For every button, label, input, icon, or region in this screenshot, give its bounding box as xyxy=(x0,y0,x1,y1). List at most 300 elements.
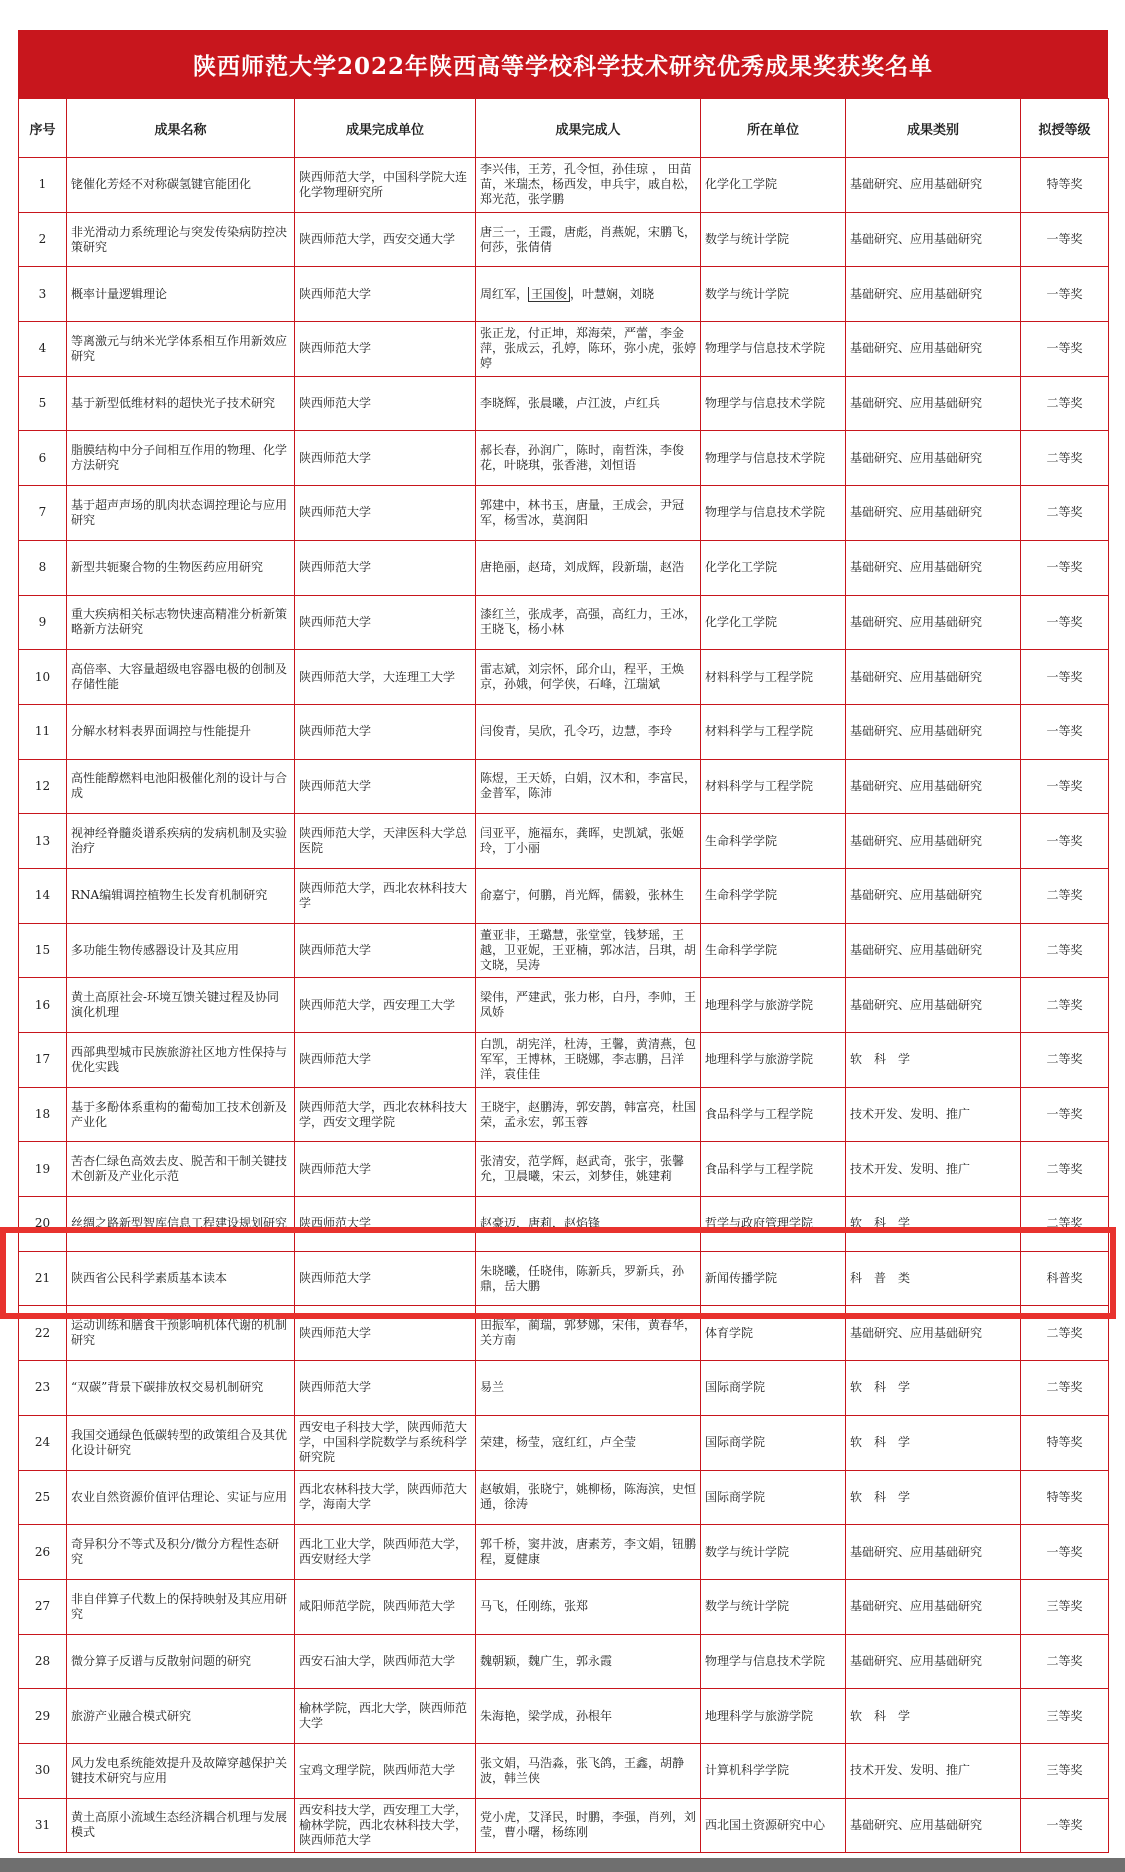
row-number-cell-text: 19 xyxy=(34,1161,51,1176)
people-cell xyxy=(476,1197,701,1252)
completing-unit-cell-text: 咸阳师范学院，陕西师范大学 xyxy=(299,1599,456,1614)
table-row xyxy=(19,1306,1109,1361)
category-cell xyxy=(846,431,1021,486)
category-cell xyxy=(846,1033,1021,1088)
completing-unit-cell-text: 陕西师范大学 xyxy=(299,341,372,356)
grade-cell xyxy=(1021,978,1109,1033)
category-cell-text: 基础研究、应用基础研究 xyxy=(850,724,983,739)
grade-cell xyxy=(1021,704,1109,759)
people-cell-text: 赵豪迈，唐莉，赵焰锋 xyxy=(480,1216,601,1231)
people-cell xyxy=(476,1142,701,1197)
grade-cell xyxy=(1021,1197,1109,1252)
grade-cell-text: 一等奖 xyxy=(1046,614,1083,629)
row-number-cell xyxy=(19,212,67,267)
category-cell xyxy=(846,923,1021,978)
grade-cell-text: 一等奖 xyxy=(1046,232,1083,247)
achievement-name-cell xyxy=(67,1415,295,1470)
department-cell xyxy=(701,267,846,322)
people-cell xyxy=(476,1743,701,1798)
row-number-cell-text: 22 xyxy=(34,1325,51,1340)
row-number-cell xyxy=(19,1087,67,1142)
completing-unit-cell-text: 陕西师范大学 xyxy=(299,1325,372,1340)
row-number-cell xyxy=(19,814,67,869)
achievement-name-cell xyxy=(67,1033,295,1088)
row-number-cell-text: 18 xyxy=(34,1107,51,1122)
completing-unit-cell-text: 陕西师范大学 xyxy=(299,286,372,301)
people-cell xyxy=(476,212,701,267)
department-cell xyxy=(701,486,846,541)
category-cell-text: 基础研究、应用基础研究 xyxy=(850,396,983,411)
department-cell xyxy=(701,978,846,1033)
completing-unit-cell-text: 西北工业大学，陕西师范大学，西安财经大学 xyxy=(299,1537,468,1567)
grade-cell-text: 二等奖 xyxy=(1046,505,1083,520)
table-row xyxy=(19,1033,1109,1088)
completing-unit-cell xyxy=(295,1361,476,1416)
department-cell xyxy=(701,1470,846,1525)
department-cell xyxy=(701,704,846,759)
table-row xyxy=(19,704,1109,759)
row-number-cell xyxy=(19,1415,67,1470)
department-cell-text: 食品科学与工程学院 xyxy=(705,1107,814,1122)
achievement-name-cell-text: 农业自然资源价值评估理论、实证与应用 xyxy=(71,1489,288,1504)
row-number-cell xyxy=(19,978,67,1033)
completing-unit-cell xyxy=(295,1415,476,1470)
achievement-name-cell xyxy=(67,868,295,923)
table-row xyxy=(19,1743,1109,1798)
people-cell xyxy=(476,431,701,486)
table-row xyxy=(19,759,1109,814)
achievement-name-cell-text: 基于超声声场的肌肉状态调控理论与应用研究 xyxy=(71,497,288,527)
people-cell-text: 赵敏娟，张晓宁，姚柳杨，陈海滨，史恒通，徐涛 xyxy=(480,1482,696,1512)
people-cell xyxy=(476,1087,701,1142)
completing-unit-cell-text: 陕西师范大学 xyxy=(299,724,372,739)
achievement-name-cell xyxy=(67,1306,295,1361)
row-number-cell xyxy=(19,1142,67,1197)
completing-unit-cell xyxy=(295,978,476,1033)
completing-unit-cell-text: 宝鸡文理学院，陕西师范大学 xyxy=(299,1763,456,1778)
department-cell xyxy=(701,923,846,978)
department-cell-text: 计算机科学学院 xyxy=(705,1763,790,1778)
department-cell xyxy=(701,540,846,595)
achievement-name-cell-text: 丝绸之路新型智库信息工程建设规划研究 xyxy=(71,1216,288,1231)
achievement-name-cell xyxy=(67,1470,295,1525)
category-cell xyxy=(846,1689,1021,1744)
department-cell-text: 化学化工学院 xyxy=(705,560,778,575)
row-number-cell xyxy=(19,1361,67,1416)
achievement-name-cell xyxy=(67,595,295,650)
completing-unit-cell-text: 陕西师范大学 xyxy=(299,396,372,411)
completing-unit-cell xyxy=(295,1579,476,1634)
people-cell-text: 荣建，杨莹，寇红红，卢全莹 xyxy=(480,1435,637,1450)
grade-cell xyxy=(1021,868,1109,923)
people-cell xyxy=(476,595,701,650)
row-number-cell-text: 6 xyxy=(38,450,47,465)
completing-unit-cell xyxy=(295,540,476,595)
row-number-cell-text: 1 xyxy=(38,177,47,192)
people-cell xyxy=(476,704,701,759)
achievement-name-cell-text: 微分算子反谱与反散射问题的研究 xyxy=(71,1653,252,1668)
people-cell-text: 闫亚平，施福东，龚晖，史凯斌，张姬玲，丁小丽 xyxy=(480,826,685,856)
department-cell xyxy=(701,1689,846,1744)
category-cell-text: 基础研究、应用基础研究 xyxy=(850,833,983,848)
grade-cell-text: 三等奖 xyxy=(1046,1708,1083,1723)
completing-unit-cell-text: 西安电子科技大学，陕西师范大学，中国科学院数学与系统科学研究院 xyxy=(299,1420,468,1465)
department-cell-text: 生命科学学院 xyxy=(705,833,778,848)
completing-unit-cell xyxy=(295,486,476,541)
people-cell-text: 朱晓曦，任晓伟，陈新兵，罗新兵，孙鼎，岳大鹏 xyxy=(480,1263,685,1293)
completing-unit-cell-text: 西安科技大学，西安理工大学，榆林学院，西北农林科技大学，陕西师范大学 xyxy=(299,1802,468,1847)
people-cell xyxy=(476,650,701,705)
category-cell xyxy=(846,1415,1021,1470)
completing-unit-cell xyxy=(295,704,476,759)
row-number-cell xyxy=(19,650,67,705)
achievement-name-cell xyxy=(67,267,295,322)
grade-cell xyxy=(1021,814,1109,869)
completing-unit-cell xyxy=(295,1798,476,1853)
category-cell-text: 软 科 学 xyxy=(850,1708,911,1723)
category-cell xyxy=(846,540,1021,595)
department-cell-text: 数学与统计学院 xyxy=(705,1544,790,1559)
achievement-name-cell xyxy=(67,814,295,869)
people-cell-text: 党小虎，艾泽民，时鹏，李强，肖列，刘莹，曹小曙，杨练刚 xyxy=(480,1810,696,1840)
table-row xyxy=(19,212,1109,267)
department-cell-text: 物理学与信息技术学院 xyxy=(705,505,826,520)
category-cell xyxy=(846,376,1021,431)
grade-cell xyxy=(1021,322,1109,377)
achievement-name-cell xyxy=(67,1087,295,1142)
category-cell-text: 技术开发、发明、推广 xyxy=(850,1107,971,1122)
category-cell-text: 基础研究、应用基础研究 xyxy=(850,942,983,957)
completing-unit-cell-text: 陕西师范大学 xyxy=(299,942,372,957)
department-cell xyxy=(701,376,846,431)
people-cell xyxy=(476,1579,701,1634)
category-cell xyxy=(846,1306,1021,1361)
department-cell-text: 食品科学与工程学院 xyxy=(705,1161,814,1176)
department-cell xyxy=(701,1306,846,1361)
achievement-name-cell xyxy=(67,540,295,595)
grade-cell-text: 二等奖 xyxy=(1046,1161,1083,1176)
department-cell xyxy=(701,1415,846,1470)
achievement-name-cell-text: 运动训练和膳食干预影响机体代谢的机制研究 xyxy=(71,1318,288,1348)
category-cell-text: 科 普 类 xyxy=(850,1271,911,1286)
grade-cell-text: 一等奖 xyxy=(1046,1817,1083,1832)
department-cell xyxy=(701,1525,846,1580)
completing-unit-cell-text: 陕西师范大学 xyxy=(299,1216,372,1231)
row-number-cell-text: 16 xyxy=(34,997,51,1012)
grade-cell-text: 特等奖 xyxy=(1046,1435,1083,1450)
table-row xyxy=(19,158,1109,213)
grade-cell xyxy=(1021,1579,1109,1634)
table-row xyxy=(19,1087,1109,1142)
people-cell-text: 梁伟，严建武，张力彬，白丹，李帅，王凤娇 xyxy=(480,990,696,1020)
people-cell-text: 郭千桥，窦井波，唐素芳，李文娟，钮鹏程，夏健康 xyxy=(480,1537,696,1567)
row-number-cell-text: 23 xyxy=(34,1380,51,1395)
category-cell-text: 基础研究、应用基础研究 xyxy=(850,560,983,575)
grade-cell-text: 科普奖 xyxy=(1046,1271,1083,1286)
completing-unit-cell-text: 陕西师范大学 xyxy=(299,505,372,520)
row-number-cell-text: 8 xyxy=(38,560,47,575)
achievement-name-cell-text: 西部典型城市民族旅游社区地方性保持与优化实践 xyxy=(71,1044,288,1074)
grade-cell-text: 二等奖 xyxy=(1046,942,1083,957)
column-header-unit: 成果完成单位 xyxy=(295,99,476,158)
table-row xyxy=(19,267,1109,322)
achievement-name-cell-text: 基于新型低维材料的超快光子技术研究 xyxy=(71,396,276,411)
row-number-cell xyxy=(19,540,67,595)
grade-cell-text: 二等奖 xyxy=(1046,997,1083,1012)
grade-cell xyxy=(1021,595,1109,650)
achievement-name-cell xyxy=(67,650,295,705)
category-cell-text: 软 科 学 xyxy=(850,1052,911,1067)
department-cell-text: 化学化工学院 xyxy=(705,614,778,629)
grade-cell xyxy=(1021,376,1109,431)
achievement-name-cell xyxy=(67,376,295,431)
completing-unit-cell-text: 陕西师范大学，天津医科大学总医院 xyxy=(299,826,468,856)
category-cell-text: 软 科 学 xyxy=(850,1216,911,1231)
table-row xyxy=(19,376,1109,431)
people-cell xyxy=(476,923,701,978)
award-table xyxy=(18,98,1109,1853)
department-cell xyxy=(701,322,846,377)
completing-unit-cell xyxy=(295,1689,476,1744)
grade-cell xyxy=(1021,486,1109,541)
people-cell-text: 陈煜，王天娇，白娟，汉木和，李富民，金普军，陈沛 xyxy=(480,771,696,801)
category-cell xyxy=(846,1579,1021,1634)
row-number-cell xyxy=(19,1306,67,1361)
row-number-cell xyxy=(19,923,67,978)
department-cell xyxy=(701,759,846,814)
table-row xyxy=(19,1415,1109,1470)
category-cell-text: 技术开发、发明、推广 xyxy=(850,1763,971,1778)
category-cell-text: 基础研究、应用基础研究 xyxy=(850,505,983,520)
table-row xyxy=(19,1634,1109,1689)
table-row xyxy=(19,486,1109,541)
category-cell xyxy=(846,1251,1021,1306)
column-header-grade: 拟授等级 xyxy=(1021,99,1109,158)
achievement-name-cell xyxy=(67,1798,295,1853)
grade-cell xyxy=(1021,759,1109,814)
category-cell xyxy=(846,1634,1021,1689)
achievement-name-cell xyxy=(67,1251,295,1306)
grade-cell xyxy=(1021,1415,1109,1470)
people-cell xyxy=(476,486,701,541)
department-cell-text: 地理科学与旅游学院 xyxy=(705,1052,814,1067)
achievement-name-cell-text: 苦杏仁绿色高效去皮、脱苦和干制关键技术创新及产业化示范 xyxy=(71,1154,288,1184)
department-cell xyxy=(701,158,846,213)
row-number-cell-text: 26 xyxy=(34,1544,51,1559)
row-number-cell xyxy=(19,1634,67,1689)
completing-unit-cell xyxy=(295,267,476,322)
department-cell-text: 材料科学与工程学院 xyxy=(705,669,814,684)
achievement-name-cell xyxy=(67,978,295,1033)
achievement-name-cell-text: 黄土高原社会-环境互馈关键过程及协同演化机理 xyxy=(71,990,280,1020)
grade-cell xyxy=(1021,1142,1109,1197)
row-number-cell-text: 31 xyxy=(34,1817,51,1832)
people-cell xyxy=(476,1306,701,1361)
grade-cell-text: 一等奖 xyxy=(1046,1544,1083,1559)
grade-cell-text: 二等奖 xyxy=(1046,1653,1083,1668)
people-cell xyxy=(476,1251,701,1306)
row-number-cell xyxy=(19,267,67,322)
achievement-name-cell-text: 旅游产业融合模式研究 xyxy=(71,1708,192,1723)
people-cell xyxy=(476,978,701,1033)
table-row xyxy=(19,1251,1109,1306)
category-cell-text: 基础研究、应用基础研究 xyxy=(850,614,983,629)
people-cell-text: 易兰 xyxy=(480,1380,505,1395)
category-cell xyxy=(846,814,1021,869)
row-number-cell-text: 5 xyxy=(38,396,47,411)
department-cell xyxy=(701,814,846,869)
grade-cell xyxy=(1021,540,1109,595)
row-number-cell-text: 10 xyxy=(34,669,51,684)
table-row xyxy=(19,814,1109,869)
grade-cell-text: 一等奖 xyxy=(1046,341,1083,356)
people-cell-text: 唐艳丽，赵琦，刘成辉，段新瑞，赵浩 xyxy=(480,560,685,575)
category-cell xyxy=(846,868,1021,923)
achievement-name-cell xyxy=(67,1361,295,1416)
completing-unit-cell xyxy=(295,1251,476,1306)
department-cell xyxy=(701,431,846,486)
department-cell-text: 国际商学院 xyxy=(705,1435,766,1450)
grade-cell xyxy=(1021,1361,1109,1416)
completing-unit-cell-text: 陕西师范大学 xyxy=(299,1161,372,1176)
category-cell xyxy=(846,1361,1021,1416)
row-number-cell xyxy=(19,759,67,814)
grade-cell-text: 三等奖 xyxy=(1046,1599,1083,1614)
table-row xyxy=(19,431,1109,486)
grade-cell xyxy=(1021,1470,1109,1525)
grade-cell xyxy=(1021,650,1109,705)
category-cell-text: 基础研究、应用基础研究 xyxy=(850,778,983,793)
achievement-name-cell-text: 多功能生物传感器设计及其应用 xyxy=(71,942,240,957)
row-number-cell xyxy=(19,1798,67,1853)
row-number-cell xyxy=(19,1689,67,1744)
grade-cell xyxy=(1021,1251,1109,1306)
grade-cell-text: 一等奖 xyxy=(1046,669,1083,684)
category-cell-text: 技术开发、发明、推广 xyxy=(850,1161,971,1176)
category-cell-text: 软 科 学 xyxy=(850,1435,911,1450)
row-number-cell xyxy=(19,1525,67,1580)
department-cell-text: 物理学与信息技术学院 xyxy=(705,450,826,465)
achievement-name-cell xyxy=(67,1689,295,1744)
completing-unit-cell xyxy=(295,1634,476,1689)
people-cell-text: 唐三一，王霞，唐彪，肖燕妮，宋鹏飞，何莎，张倩倩 xyxy=(480,224,696,254)
people-cell-text: 朱海艳，梁学成，孙根年 xyxy=(480,1708,613,1723)
category-cell-text: 基础研究、应用基础研究 xyxy=(850,450,983,465)
row-number-cell-text: 24 xyxy=(34,1435,51,1450)
achievement-name-cell xyxy=(67,1197,295,1252)
achievement-name-cell xyxy=(67,1743,295,1798)
people-cell xyxy=(476,540,701,595)
achievement-name-cell-text: 基于多酚体系重构的葡萄加工技术创新及产业化 xyxy=(71,1099,288,1129)
column-header-department: 所在单位 xyxy=(701,99,846,158)
department-cell xyxy=(701,212,846,267)
people-cell xyxy=(476,1415,701,1470)
department-cell-text: 哲学与政府管理学院 xyxy=(705,1216,814,1231)
completing-unit-cell xyxy=(295,595,476,650)
category-cell xyxy=(846,267,1021,322)
grade-cell-text: 一等奖 xyxy=(1046,778,1083,793)
table-row xyxy=(19,1361,1109,1416)
achievement-name-cell-text: 陕西省公民科学素质基本读本 xyxy=(71,1271,228,1286)
department-cell-text: 数学与统计学院 xyxy=(705,232,790,247)
people-cell xyxy=(476,1689,701,1744)
completing-unit-cell-text: 陕西师范大学，西安交通大学 xyxy=(299,232,456,247)
grade-cell xyxy=(1021,923,1109,978)
table-row xyxy=(19,1579,1109,1634)
table-row xyxy=(19,1197,1109,1252)
category-cell xyxy=(846,1470,1021,1525)
row-number-cell-text: 13 xyxy=(34,833,51,848)
grade-cell-text: 特等奖 xyxy=(1046,1489,1083,1504)
grade-cell-text: 特等奖 xyxy=(1046,177,1083,192)
category-cell xyxy=(846,595,1021,650)
grade-cell-text: 一等奖 xyxy=(1046,286,1083,301)
people-cell-text: 董亚非，王璐慧，张堂堂，钱梦瑶，王越，卫亚妮，王亚楠，郭冰洁，吕琪，胡文晓，吴涛 xyxy=(480,927,696,972)
people-cell-text: 郭建中，林书玉，唐量，王成会，尹冠军，杨雪冰，莫润阳 xyxy=(480,497,685,527)
row-number-cell-text: 20 xyxy=(34,1216,51,1231)
completing-unit-cell-text: 榆林学院，西北大学，陕西师范大学 xyxy=(299,1701,468,1731)
department-cell-text: 材料科学与工程学院 xyxy=(705,778,814,793)
table-row xyxy=(19,322,1109,377)
grade-cell-text: 一等奖 xyxy=(1046,1107,1083,1122)
completing-unit-cell-text: 陕西师范大学 xyxy=(299,1271,372,1286)
people-cell-text: 李兴伟，王芳，孔令恒，孙佳琼 ， 田苗苗，米瑞杰，杨西发，申兵宇，戚自松，郑光范，张学鹏 xyxy=(480,162,696,207)
achievement-name-cell-text: 重大疾病相关标志物快速高精准分析新策略新方法研究 xyxy=(71,607,288,637)
row-number-cell-text: 28 xyxy=(34,1653,51,1668)
people-cell xyxy=(476,322,701,377)
achievement-name-cell-text: 概率计量逻辑理论 xyxy=(71,286,168,301)
department-cell xyxy=(701,1197,846,1252)
achievement-name-cell-text: 脂膜结构中分子间相互作用的物理、化学方法研究 xyxy=(71,443,288,473)
row-number-cell-text: 11 xyxy=(34,724,51,739)
column-header-name: 成果名称 xyxy=(67,99,295,158)
achievement-name-cell xyxy=(67,322,295,377)
completing-unit-cell-text: 西北农林科技大学，陕西师范大学，海南大学 xyxy=(299,1482,468,1512)
people-cell-text: 白凯，胡宪洋，杜涛，王馨，黄清燕，包军军，王博林，王晓娜，李志鹏，吕洋洋，袁佳佳 xyxy=(480,1037,696,1082)
row-number-cell xyxy=(19,1251,67,1306)
row-number-cell-text: 29 xyxy=(34,1708,51,1723)
achievement-name-cell xyxy=(67,923,295,978)
row-number-cell xyxy=(19,158,67,213)
category-cell xyxy=(846,1142,1021,1197)
completing-unit-cell xyxy=(295,1033,476,1088)
achievement-name-cell-text: 黄土高原小流域生态经济耦合机理与发展模式 xyxy=(71,1810,288,1840)
people-cell-text: 张正龙，付正坤，郑海荣，严蕾，李金萍，张成云，孔婷，陈环，弥小虎，张婷婷 xyxy=(480,326,696,371)
completing-unit-cell xyxy=(295,1743,476,1798)
category-cell xyxy=(846,1087,1021,1142)
category-cell xyxy=(846,212,1021,267)
completing-unit-cell xyxy=(295,923,476,978)
category-cell-text: 基础研究、应用基础研究 xyxy=(850,341,983,356)
people-cell xyxy=(476,1634,701,1689)
people-cell xyxy=(476,158,701,213)
column-header-people: 成果完成人 xyxy=(476,99,701,158)
table-header-row xyxy=(19,99,1109,158)
category-cell xyxy=(846,1525,1021,1580)
completing-unit-cell xyxy=(295,212,476,267)
grade-cell xyxy=(1021,1743,1109,1798)
achievement-name-cell xyxy=(67,1634,295,1689)
grade-cell xyxy=(1021,431,1109,486)
grade-cell-text: 二等奖 xyxy=(1046,450,1083,465)
column-header-number: 序号 xyxy=(19,99,67,158)
category-cell-text: 基础研究、应用基础研究 xyxy=(850,1599,983,1614)
people-cell xyxy=(476,376,701,431)
people-cell-text: 俞嘉宁，何鹏，肖光辉，儒毅，张林生 xyxy=(480,888,685,903)
achievement-name-cell xyxy=(67,1579,295,1634)
department-cell-text: 地理科学与旅游学院 xyxy=(705,1708,814,1723)
grade-cell xyxy=(1021,1306,1109,1361)
